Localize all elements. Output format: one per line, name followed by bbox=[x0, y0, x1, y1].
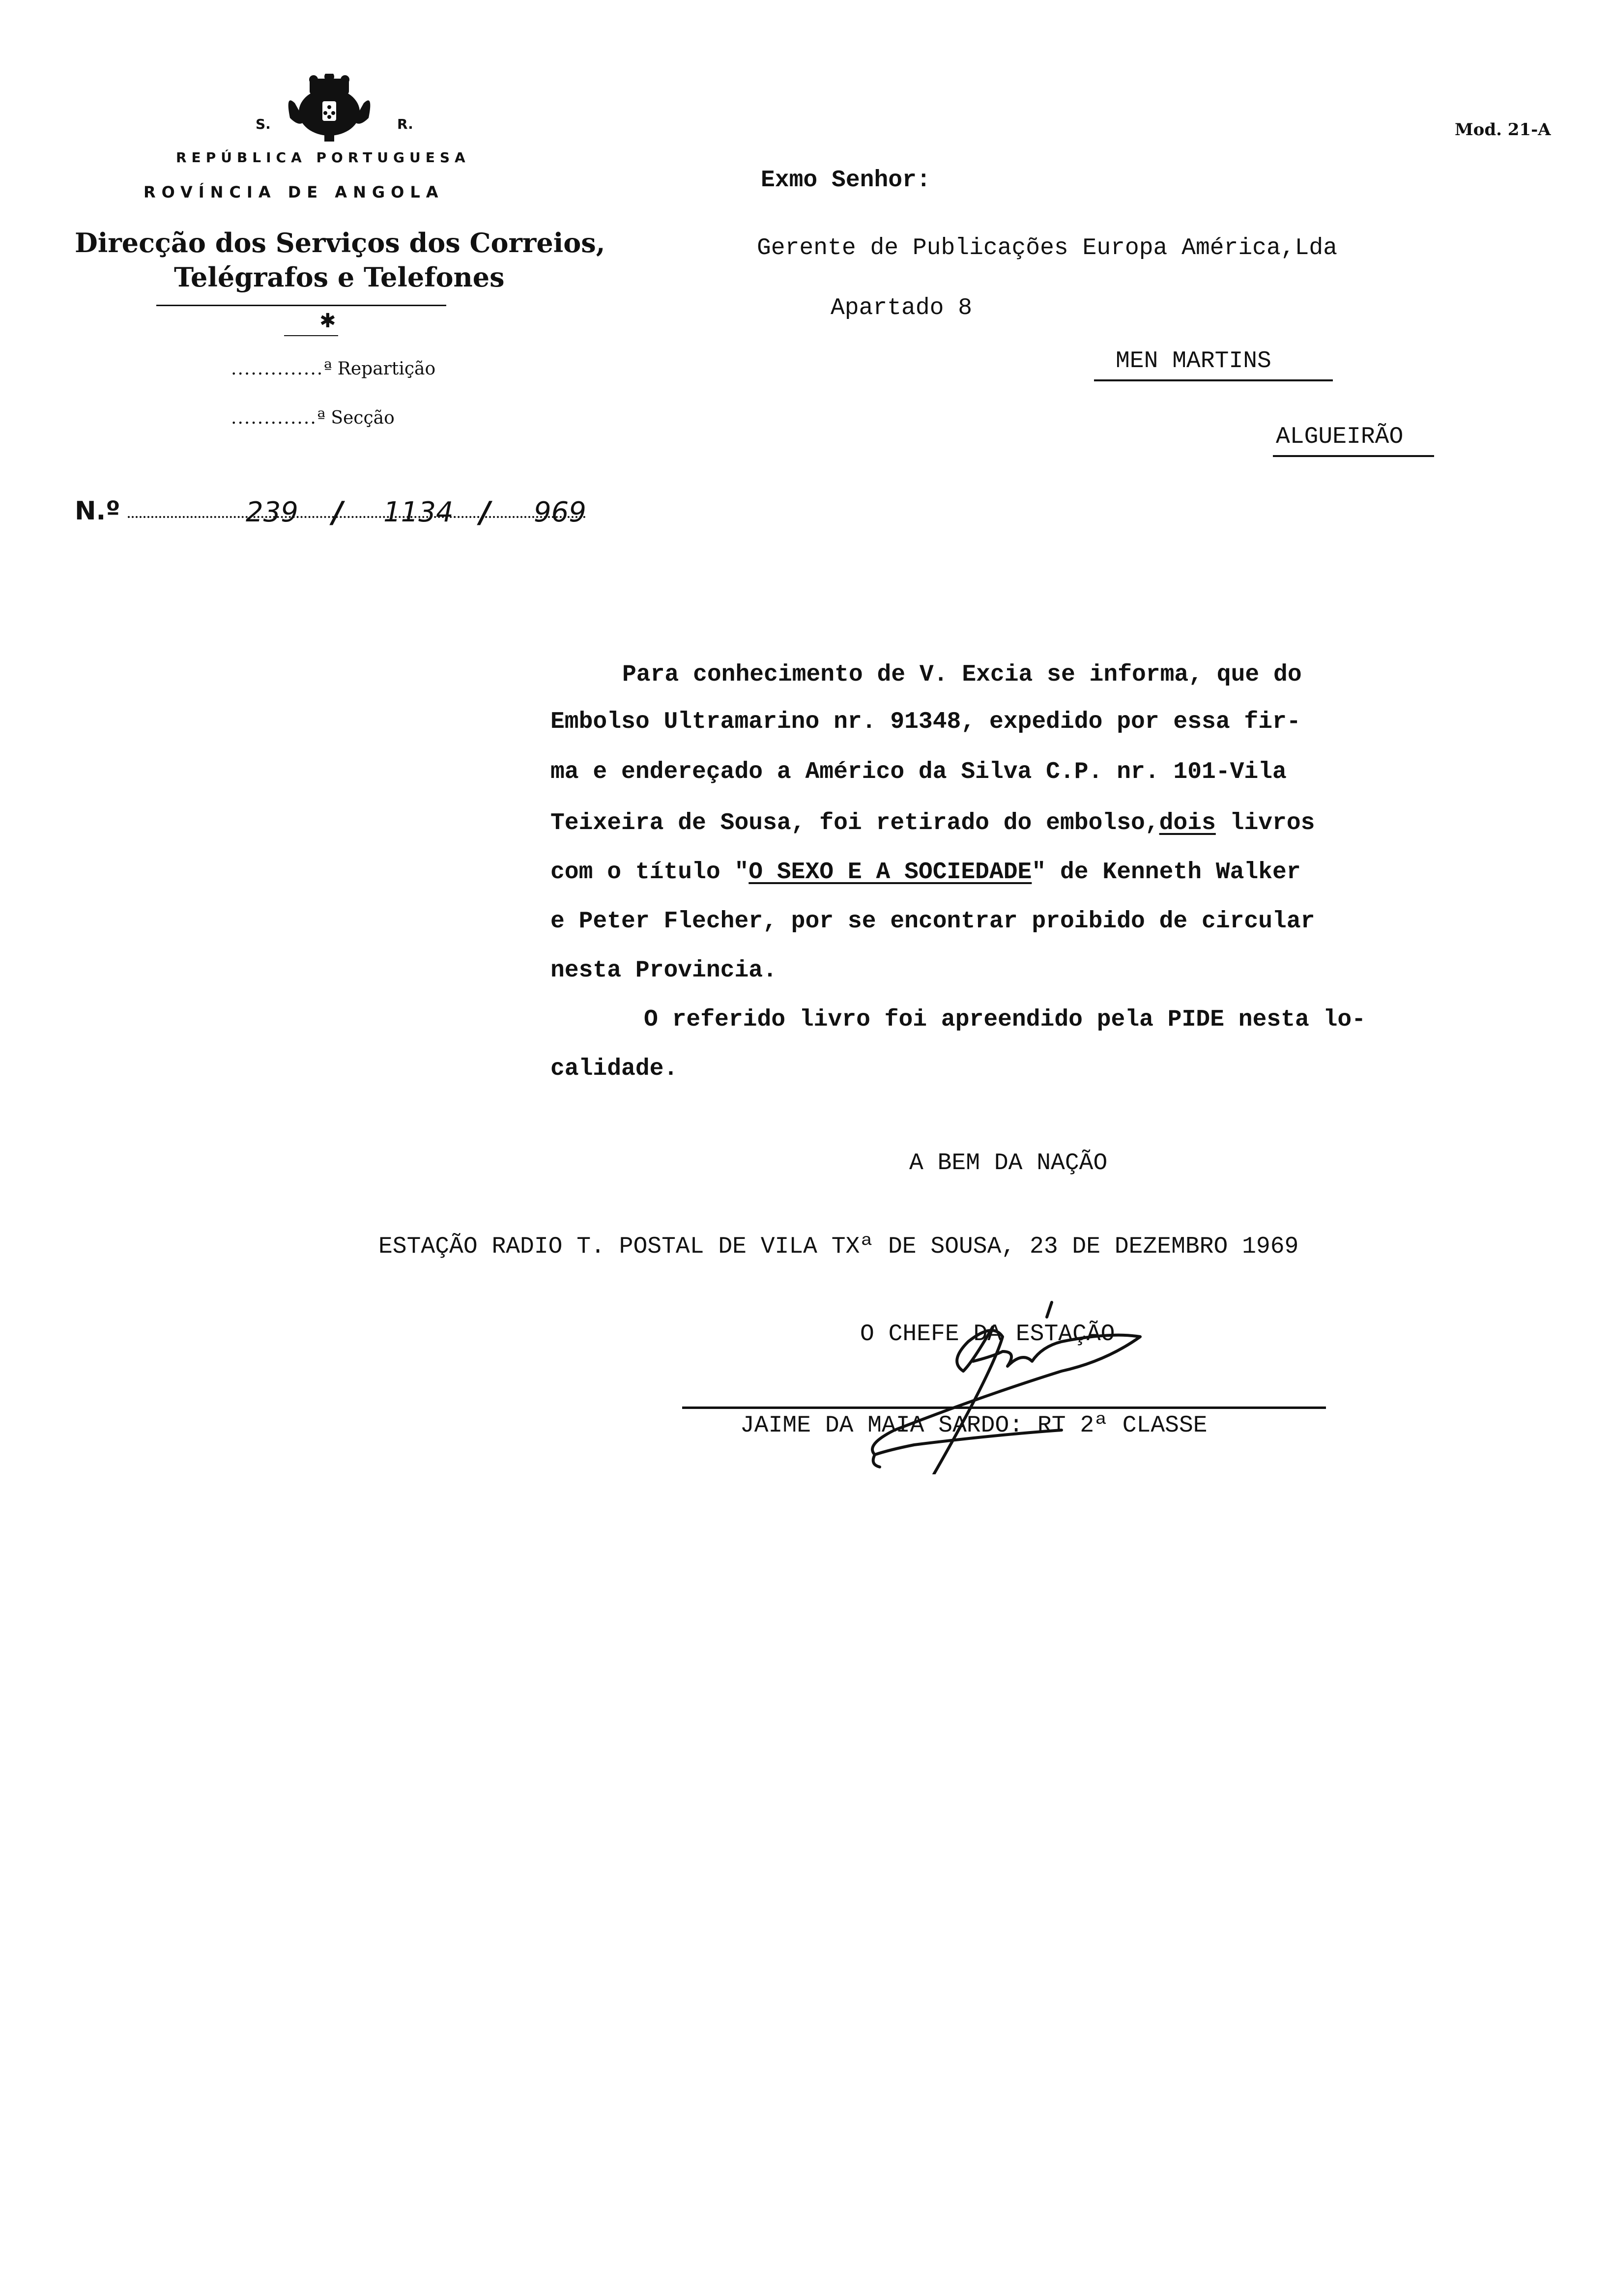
seccao-dots: ............. bbox=[231, 408, 317, 428]
body-line-4-underlined: dois bbox=[1159, 810, 1216, 836]
reference-part-2: 1134 bbox=[383, 496, 454, 528]
directorate-line-2: Telégrafos e Telefones bbox=[174, 261, 505, 293]
body-line-5 bbox=[550, 859, 1301, 886]
reference-part-3: 969 bbox=[534, 496, 586, 528]
model-number: Mod. 21-A bbox=[1455, 120, 1551, 140]
header-divider-short bbox=[284, 335, 338, 336]
body-line-6: e Peter Flecher, por se encontrar proibido de circular bbox=[550, 908, 1315, 935]
header-divider bbox=[156, 305, 446, 306]
seccao-label: ª Secção bbox=[317, 408, 395, 428]
reparticao-dots: .............. bbox=[231, 359, 324, 379]
book-title: O SEXO E A SOCIEDADE bbox=[748, 859, 1032, 886]
body-line-4-text: Teixeira de Sousa, foi retirado do embolso, bbox=[550, 810, 1159, 836]
star-ornament: ✱ bbox=[319, 310, 336, 332]
body-line-4 bbox=[550, 810, 1315, 836]
body-line-5-end: " de Kenneth Walker bbox=[1032, 859, 1301, 886]
body-line-3: ma e endereçado a Américo da Silva C.P. nr. 101-Vila bbox=[550, 759, 1287, 785]
reference-slash-1: / bbox=[332, 495, 343, 530]
signatory-name: JAIME DA MAIA SARDO: RT 2ª CLASSE bbox=[740, 1412, 1208, 1439]
seccao-field bbox=[231, 408, 395, 428]
chief-title: O CHEFE DA ESTAÇÃO bbox=[860, 1321, 1115, 1348]
addressee-line-2: Apartado 8 bbox=[831, 295, 973, 321]
sr-left-letter: S. bbox=[256, 116, 271, 132]
reference-dotted-line bbox=[128, 516, 586, 518]
body-line-2: Embolso Ultramarino nr. 91348, expedido por essa fir- bbox=[550, 709, 1301, 735]
directorate-line-1: Direcção dos Serviços dos Correios, bbox=[75, 227, 605, 258]
sr-right-letter: R. bbox=[397, 116, 413, 132]
salutation: Exmo Senhor: bbox=[761, 167, 931, 194]
body-line-4-end: livros bbox=[1215, 810, 1315, 836]
addressee-line-4: ALGUEIRÃO bbox=[1276, 424, 1404, 450]
station-date-line: ESTAÇÃO RADIO T. POSTAL DE VILA TXª DE SOUSA, 23 DE DEZEMBRO 1969 bbox=[378, 1234, 1299, 1260]
reparticao-field bbox=[231, 359, 435, 379]
coat-of-arms-emblem bbox=[275, 74, 383, 143]
addressee-line-1: Gerente de Publicações Europa América,Lda bbox=[757, 235, 1337, 261]
body-line-5-start: com o título " bbox=[550, 859, 749, 886]
body-line-7: nesta Provincia. bbox=[550, 957, 777, 984]
reference-label: N.º bbox=[75, 496, 120, 526]
province-heading: ROVÍNCIA DE ANGOLA bbox=[144, 183, 444, 201]
addressee-line-3: MEN MARTINS bbox=[1116, 348, 1271, 374]
body-line-8: O referido livro foi apreendido pela PIDE nesta lo- bbox=[644, 1006, 1366, 1033]
addressee-line-3-underline bbox=[1094, 379, 1333, 381]
closing-motto: A BEM DA NAÇÃO bbox=[909, 1150, 1108, 1177]
reparticao-label: ª Repartição bbox=[323, 359, 436, 379]
addressee-line-4-underline bbox=[1273, 455, 1434, 457]
body-line-1: Para conhecimento de V. Excia se informa, que do bbox=[622, 661, 1302, 688]
reference-part-1: 239 bbox=[246, 496, 298, 528]
handwritten-signature bbox=[786, 1288, 1160, 1474]
republic-heading: REPÚBLICA PORTUGUESA bbox=[176, 149, 470, 166]
body-line-9: calidade. bbox=[550, 1056, 678, 1082]
reference-slash-2: / bbox=[480, 495, 490, 530]
